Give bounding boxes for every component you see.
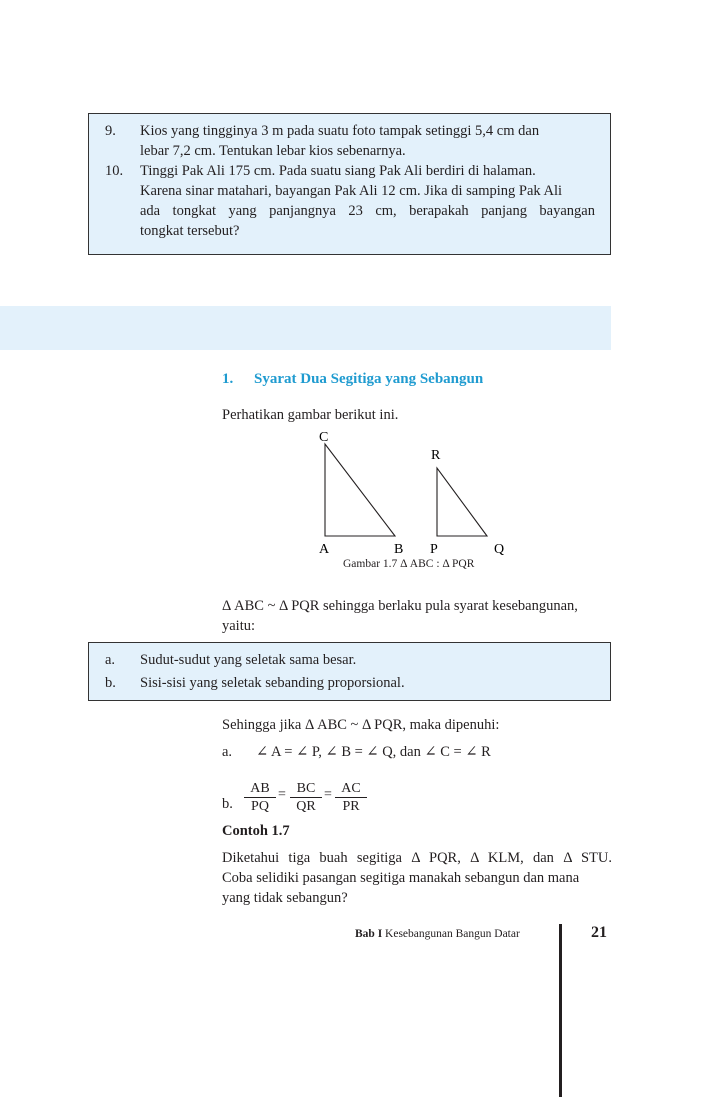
fraction-numerator: BC bbox=[290, 780, 322, 798]
conditions-box bbox=[88, 642, 611, 701]
chapter-title: Kesebangunan Bangun Datar bbox=[385, 928, 520, 940]
exercise-line: lebar 7,2 cm. Tentukan lebar kios sebenarnya. bbox=[140, 143, 406, 159]
exercise-line: Kios yang tingginya 3 m pada suatu foto tampak setinggi 5,4 cm dan bbox=[140, 123, 540, 139]
running-footer bbox=[355, 928, 520, 940]
example-line: Coba selidiki pasangan segitiga manakah sebangun dan mana bbox=[222, 870, 580, 886]
fraction-numerator: AB bbox=[244, 780, 276, 798]
consequence-text: Sehingga jika Δ ABC ~ Δ PQR, maka dipenuhi: bbox=[222, 717, 500, 733]
vertex-label-a: A bbox=[319, 542, 330, 557]
exercise-line: Karena sinar matahari, bayangan Pak Ali 12 cm. Jika di samping Pak Ali bbox=[140, 183, 563, 199]
triangle-pqr bbox=[437, 468, 487, 536]
page-number: 21 bbox=[591, 924, 607, 941]
section-number: 1. bbox=[222, 371, 234, 387]
similarity-text bbox=[222, 596, 612, 636]
exercise-box bbox=[88, 113, 611, 255]
fraction-bc-qr bbox=[290, 780, 322, 816]
example-title: Contoh 1.7 bbox=[222, 823, 290, 839]
condition-letter: b. bbox=[105, 675, 116, 691]
chapter-label: Bab I bbox=[355, 928, 383, 940]
exercise-number: 9. bbox=[105, 123, 116, 139]
triangle-abc bbox=[325, 444, 395, 536]
section-title bbox=[222, 371, 483, 388]
section-band bbox=[0, 306, 611, 350]
fraction-denominator: QR bbox=[296, 799, 316, 814]
exercise-line: tongkat tersebut? bbox=[140, 223, 240, 239]
vertex-label-r: R bbox=[431, 448, 441, 463]
intro-text: Perhatikan gambar berikut ini. bbox=[222, 407, 399, 423]
equals-sign: = bbox=[278, 787, 286, 802]
item-b-letter: b. bbox=[222, 796, 233, 812]
condition-letter: a. bbox=[105, 652, 116, 668]
figure-caption: Gambar 1.7 Δ ABC : Δ PQR bbox=[343, 558, 475, 570]
similarity-line: Δ ABC ~ Δ PQR sehingga berlaku pula syarat kesebangunan, bbox=[222, 598, 578, 614]
exercise-line: Tinggi Pak Ali 175 cm. Pada suatu siang Pak Ali berdiri di halaman. bbox=[140, 163, 536, 179]
vertex-label-p: P bbox=[430, 542, 438, 557]
condition-text: Sisi-sisi yang seletak sebanding proporsional. bbox=[140, 675, 405, 691]
example-line: Diketahui tiga buah segitiga Δ PQR, Δ KLM, dan Δ STU. bbox=[222, 850, 612, 866]
vertex-label-q: Q bbox=[494, 542, 505, 557]
fraction-numerator: AC bbox=[335, 780, 367, 798]
angle-equalities: ∠ A = ∠ P, ∠ B = ∠ Q, dan ∠ C = ∠ R bbox=[256, 744, 491, 760]
section-title-text: Syarat Dua Segitiga yang Sebangun bbox=[254, 371, 484, 387]
fraction-denominator: PQ bbox=[251, 799, 269, 814]
item-a-letter: a. bbox=[222, 744, 233, 760]
fraction-denominator: PR bbox=[342, 799, 360, 814]
exercise-line: ada tongkat yang panjangnya 23 cm, berapakah panjang bayangan bbox=[140, 203, 595, 219]
fraction-ac-pr bbox=[335, 780, 367, 816]
footer-rule bbox=[559, 924, 562, 1097]
example-line: yang tidak sebangun? bbox=[222, 890, 348, 906]
similarity-line: yaitu: bbox=[222, 618, 256, 634]
item-a bbox=[222, 742, 491, 762]
equals-sign: = bbox=[324, 787, 332, 802]
vertex-label-b: B bbox=[394, 542, 404, 557]
exercise-number: 10. bbox=[105, 163, 124, 179]
condition-text: Sudut-sudut yang seletak sama besar. bbox=[140, 652, 357, 668]
example-body bbox=[222, 848, 612, 908]
fraction-ab-pq bbox=[244, 780, 276, 816]
vertex-label-c: C bbox=[319, 430, 329, 445]
